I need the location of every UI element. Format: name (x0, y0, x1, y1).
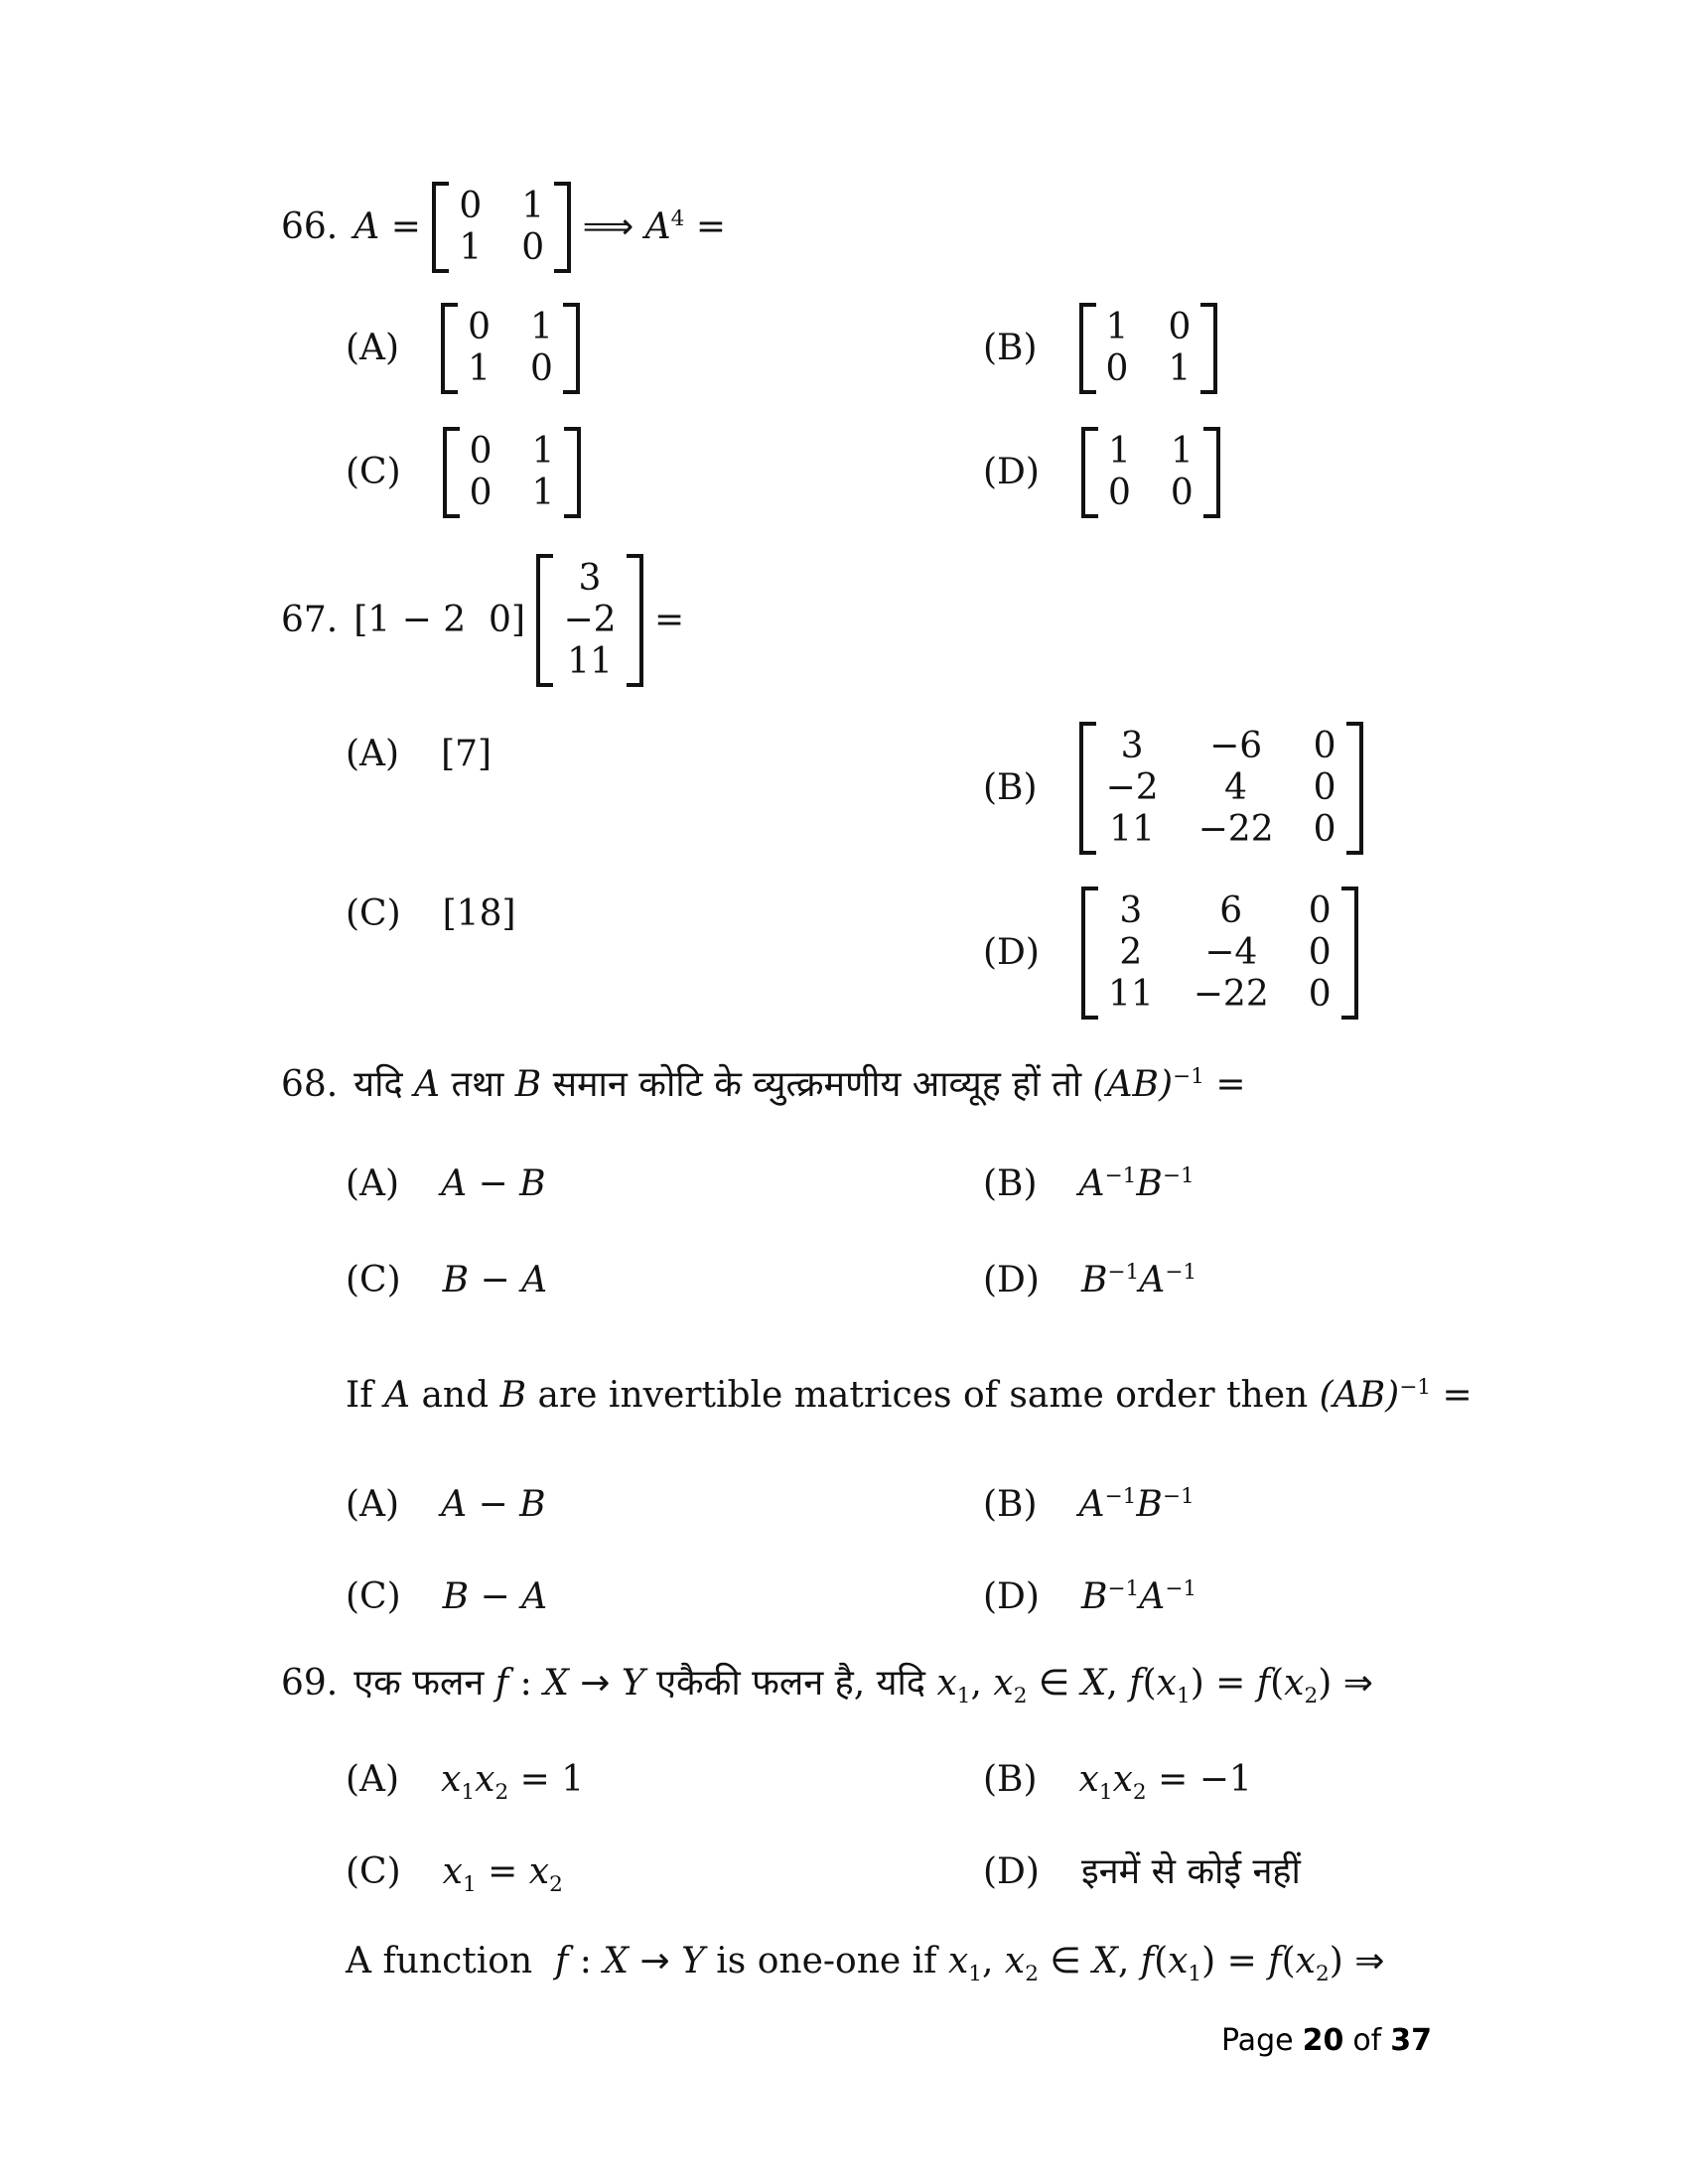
matrix-body (1098, 427, 1203, 518)
matrix-cell: 0 (1308, 932, 1332, 973)
text-run: ) (1329, 1941, 1355, 1981)
superscript: −1 (1104, 1163, 1137, 1188)
option-value (1079, 1161, 1195, 1207)
q68-option-a-english (346, 1482, 546, 1528)
matrix-cell: 1 (1168, 348, 1192, 389)
text-run: [7] (441, 734, 492, 774)
text-run: = (379, 205, 433, 247)
text-run: B (442, 1260, 470, 1300)
text-run: = (1431, 1375, 1473, 1416)
option-label: (A) (346, 734, 400, 774)
subscript: 2 (1025, 1962, 1039, 1987)
text-run: A function (346, 1941, 556, 1981)
option-value (1081, 1258, 1196, 1303)
q66-option-c (346, 427, 581, 518)
q68-option-d-hindi (983, 1258, 1196, 1303)
question-66-matrix (432, 182, 571, 273)
matrix-cell: 1 (468, 348, 491, 389)
superscript: −1 (1104, 1484, 1137, 1509)
subscript: 1 (462, 1872, 477, 1898)
text-run: A (644, 205, 671, 247)
matrix-body (449, 182, 554, 273)
option-label: (B) (983, 1163, 1038, 1204)
matrix-cell: 3 (578, 558, 602, 599)
text-run: , (982, 1941, 1005, 1981)
q68-option-a-hindi (346, 1161, 546, 1207)
q67-option-a (346, 732, 492, 777)
text-run: A (1078, 1163, 1105, 1204)
matrix-cell: 0 (469, 431, 492, 472)
question-67-number: 67. (281, 599, 339, 640)
question-66-number: 66. (281, 205, 339, 247)
option-label: (B) (983, 1484, 1038, 1525)
text-run: समान कोटि के व्युत्क्रमणीय आव्यूह हों तो (541, 1064, 1093, 1105)
matrix-cell: −22 (1193, 974, 1269, 1015)
option-matrix (443, 427, 582, 518)
text-run: B (1136, 1163, 1163, 1204)
text-run: (AB) (1092, 1064, 1174, 1105)
text-run: ∈ (1027, 1663, 1081, 1704)
option-value (1081, 1574, 1196, 1620)
matrix-cell: −4 (1204, 932, 1258, 973)
text-run: ( (1281, 1941, 1296, 1981)
text-run: ) (1318, 1663, 1343, 1704)
matrix-cell: 0 (459, 186, 483, 226)
subscript: 2 (1304, 1684, 1319, 1709)
text-run: A (384, 1375, 410, 1416)
subscript: 2 (494, 1780, 509, 1806)
footer-page-indicator (1221, 2022, 1432, 2060)
superscript: −1 (1162, 1163, 1195, 1188)
footer-page-word: Page (1220, 2023, 1294, 2058)
option-value (442, 1849, 563, 1898)
option-label: (A) (346, 1163, 400, 1204)
matrix-body (460, 427, 565, 518)
matrix-bracket-right (1200, 303, 1217, 394)
matrix-cell: 6 (1219, 890, 1243, 931)
option-matrix (1079, 303, 1218, 394)
option-value (441, 1482, 546, 1528)
text-run: x (441, 1759, 462, 1800)
footer-total-pages: 37 (1390, 2023, 1432, 2058)
matrix-bracket-right (1203, 427, 1220, 518)
question-69-stem-english (346, 1939, 1385, 1987)
question-66-stem (281, 182, 726, 273)
text-run: B (514, 1064, 542, 1105)
text-run: Y (681, 1941, 705, 1981)
option-value (441, 732, 492, 777)
text-run: एकैकी फलन है, यदि (644, 1663, 937, 1704)
matrix-cell: 2 (1119, 932, 1143, 973)
text-run: B (519, 1484, 546, 1525)
superscript: 4 (670, 205, 685, 231)
matrix-bracket-left (1081, 887, 1098, 1020)
question-68-number: 68. (281, 1064, 339, 1105)
option-value (1081, 1849, 1301, 1895)
option-label: (C) (346, 1576, 401, 1617)
matrix-cell: 1 (531, 431, 555, 472)
q68-option-d-english (983, 1574, 1196, 1620)
text-run: तथा (440, 1064, 515, 1105)
matrix-cell: 0 (1313, 767, 1336, 808)
text-run: − (467, 1484, 520, 1525)
matrix-cell: 1 (459, 227, 483, 268)
text-run: A (1139, 1260, 1166, 1300)
text-run: A (521, 1576, 548, 1617)
text-run: f (1140, 1941, 1155, 1981)
matrix-cell: 0 (521, 227, 545, 268)
text-run: A (414, 1064, 441, 1105)
text-run: A (353, 205, 380, 247)
text-run: f (494, 1663, 509, 1704)
text-run: A (521, 1260, 548, 1300)
option-label: (D) (983, 451, 1040, 492)
q67-option-c (346, 891, 516, 937)
text-run: (AB) (1319, 1375, 1400, 1416)
text-run: − (469, 1260, 522, 1300)
superscript: −1 (1399, 1375, 1432, 1400)
question-66-stem-pre (353, 205, 432, 250)
text-run: x (475, 1759, 495, 1800)
matrix-cell: 11 (1109, 809, 1155, 850)
option-value (443, 1574, 548, 1620)
q69-option-c (346, 1849, 563, 1898)
matrix-cell: 0 (1105, 348, 1129, 389)
matrix-cell: −2 (1105, 767, 1159, 808)
q66-option-d (983, 427, 1220, 518)
text-run: If (346, 1375, 384, 1416)
subscript: 2 (549, 1872, 563, 1898)
matrix-bracket-right (627, 554, 643, 687)
text-run: x (936, 1663, 957, 1704)
text-run: यदि (353, 1064, 415, 1105)
matrix-cell: 11 (567, 641, 613, 682)
text-run: ( (1154, 1941, 1169, 1981)
matrix-cell: 1 (530, 307, 553, 347)
option-label: (C) (346, 893, 401, 934)
subscript: 2 (1132, 1780, 1147, 1806)
text-run: ( (1142, 1663, 1157, 1704)
text-run: → (629, 1941, 682, 1981)
text-run: ) = (1190, 1663, 1257, 1704)
matrix-bracket-left (1081, 427, 1098, 518)
text-run: f (1256, 1663, 1271, 1704)
text-run: = (642, 599, 685, 640)
text-run: ( (1270, 1663, 1285, 1704)
matrix-bracket-right (1346, 722, 1363, 855)
text-run: , (1106, 1663, 1130, 1704)
text-run: → (568, 1663, 622, 1704)
text-run: x (993, 1663, 1014, 1704)
text-run: , (970, 1663, 994, 1704)
question-67-column-matrix (536, 554, 642, 687)
matrix-cell: 0 (1308, 974, 1332, 1015)
subscript: 1 (1098, 1780, 1113, 1806)
question-68-stem-english (346, 1373, 1473, 1419)
text-run: = 1 (508, 1759, 585, 1800)
text-run: are invertible matrices of same order then (526, 1375, 1320, 1416)
text-run: A (441, 1484, 468, 1525)
option-value (443, 1258, 548, 1303)
question-69-text-english (346, 1939, 1385, 1987)
text-run: X (1080, 1663, 1107, 1704)
matrix-body (1096, 303, 1201, 394)
question-69-stem-hindi (281, 1661, 1373, 1709)
matrix-body (1096, 722, 1346, 855)
question-67-stem (281, 554, 684, 687)
superscript: −1 (1107, 1260, 1140, 1285)
text-run: ⇒ (1354, 1941, 1385, 1981)
text-run: x (1004, 1941, 1026, 1981)
footer-page-number: 20 (1302, 2023, 1344, 2058)
q66-option-a (346, 303, 580, 394)
matrix-body (553, 554, 626, 687)
text-run: A (441, 1163, 468, 1204)
superscript: −1 (1165, 1260, 1197, 1285)
matrix-cell: 4 (1224, 767, 1248, 808)
option-label: (A) (346, 327, 400, 368)
text-run: B (499, 1375, 527, 1416)
q68-option-c-english (346, 1574, 547, 1620)
option-label: (B) (983, 1759, 1038, 1800)
question-68-stem-hindi (281, 1062, 1245, 1108)
text-run: f (1129, 1663, 1143, 1704)
question-67-stem-post (643, 598, 685, 643)
text-run: x (1156, 1663, 1177, 1704)
q69-option-b (983, 1757, 1252, 1806)
question-68-text-hindi (353, 1062, 1245, 1108)
matrix-cell: 0 (469, 473, 492, 513)
matrix-bracket-right (564, 427, 581, 518)
matrix-cell: 0 (1313, 726, 1336, 766)
subscript: 1 (968, 1962, 982, 1987)
option-matrix (441, 303, 580, 394)
matrix-cell: 0 (530, 348, 553, 389)
text-run: ⟹ (571, 205, 645, 247)
text-run: , (1117, 1941, 1141, 1981)
question-68-text-english (346, 1373, 1473, 1419)
matrix-cell: −6 (1209, 726, 1263, 766)
matrix-bracket-left (536, 554, 553, 687)
option-label: (B) (983, 766, 1038, 808)
q68-option-b-hindi (983, 1161, 1195, 1207)
text-run: x (528, 1851, 550, 1892)
text-run: A (1139, 1576, 1166, 1617)
q66-option-b (983, 303, 1217, 394)
q67-option-d (983, 887, 1358, 1020)
subscript: 2 (1013, 1684, 1028, 1709)
option-label: (D) (983, 1260, 1040, 1300)
option-value (443, 891, 516, 937)
matrix-cell: −22 (1197, 809, 1274, 850)
text-run: B (442, 1576, 470, 1617)
text-run: is one-one if (704, 1941, 948, 1981)
matrix-cell: 0 (1308, 890, 1332, 931)
text-run: Y (621, 1663, 645, 1704)
text-run: : (508, 1663, 544, 1704)
matrix-cell: 11 (1107, 974, 1154, 1015)
question-66-stem-post (571, 205, 726, 250)
text-run: X (603, 1941, 630, 1981)
matrix-bracket-left (1079, 722, 1096, 855)
matrix-cell: −2 (563, 600, 617, 640)
option-label: (C) (346, 1260, 401, 1300)
text-run: B (519, 1163, 546, 1204)
text-run: ∈ (1038, 1941, 1093, 1981)
matrix-bracket-left (432, 182, 449, 273)
matrix-cell: 0 (468, 307, 491, 347)
matrix-bracket-left (441, 303, 458, 394)
question-69-number: 69. (281, 1663, 339, 1704)
text-run: [18] (442, 893, 516, 934)
matrix-cell: 3 (1119, 890, 1143, 931)
matrix-body (458, 303, 563, 394)
subscript: 2 (1315, 1962, 1330, 1987)
text-run: एक फलन (353, 1663, 495, 1704)
matrix-cell: 1 (1107, 431, 1131, 472)
matrix-cell: 1 (1105, 307, 1129, 347)
option-value (1078, 1757, 1252, 1806)
text-run: f (555, 1941, 569, 1981)
subscript: 1 (461, 1780, 476, 1806)
superscript: −1 (1107, 1576, 1140, 1601)
superscript: −1 (1162, 1484, 1195, 1509)
text-run: x (1078, 1759, 1099, 1800)
question-69-text-hindi (353, 1661, 1373, 1709)
superscript: −1 (1173, 1064, 1204, 1089)
text-run: x (1168, 1941, 1189, 1981)
subscript: 1 (956, 1684, 971, 1709)
option-value (1079, 1482, 1195, 1528)
question-67-stem-pre (353, 598, 536, 643)
matrix-bracket-left (1079, 303, 1096, 394)
text-run: B (1080, 1576, 1108, 1617)
option-label: (B) (983, 327, 1038, 368)
q69-option-d (983, 1849, 1301, 1895)
text-run: ) = (1201, 1941, 1269, 1981)
option-value (441, 1757, 585, 1806)
text-run: B (1080, 1260, 1108, 1300)
text-run: : (568, 1941, 604, 1981)
q68-option-c-hindi (346, 1258, 547, 1303)
matrix-bracket-right (1341, 887, 1358, 1020)
text-run: = (476, 1851, 529, 1892)
text-run: f (1268, 1941, 1282, 1981)
option-matrix (1079, 722, 1363, 855)
matrix-cell: 0 (1313, 809, 1336, 850)
matrix-bracket-right (563, 303, 580, 394)
text-run: [1 − 2 0] (353, 599, 537, 640)
text-run: A (1078, 1484, 1105, 1525)
text-run: x (947, 1941, 969, 1981)
text-run: and (410, 1375, 500, 1416)
matrix-body (1098, 887, 1341, 1020)
matrix-cell: 1 (1170, 431, 1194, 472)
option-value (441, 1161, 546, 1207)
option-label: (D) (983, 931, 1040, 973)
text-run: = −1 (1146, 1759, 1252, 1800)
text-run: = (1203, 1064, 1246, 1105)
matrix-cell: 1 (521, 186, 545, 226)
superscript: −1 (1165, 1576, 1197, 1601)
matrix-cell: 3 (1120, 726, 1144, 766)
text-run: B (1136, 1484, 1163, 1525)
option-matrix (1081, 887, 1358, 1020)
text-run: − (469, 1576, 522, 1617)
footer-of-word: of (1352, 2023, 1382, 2058)
matrix-bracket-left (443, 427, 460, 518)
matrix-bracket-right (554, 182, 571, 273)
text-run: x (1284, 1663, 1305, 1704)
q68-option-b-english (983, 1482, 1195, 1528)
q67-option-b (983, 722, 1363, 855)
option-label: (C) (346, 1851, 401, 1892)
text-run: x (442, 1851, 463, 1892)
option-label: (D) (983, 1576, 1040, 1617)
q69-option-a (346, 1757, 585, 1806)
option-label: (C) (346, 451, 401, 492)
text-run: ⇒ (1342, 1663, 1373, 1704)
matrix-cell: 1 (531, 473, 555, 513)
text-run: x (1295, 1941, 1316, 1981)
option-label: (D) (983, 1851, 1040, 1892)
subscript: 1 (1188, 1962, 1202, 1987)
matrix-cell: 0 (1170, 473, 1194, 513)
subscript: 1 (1176, 1684, 1191, 1709)
text-run: = (684, 205, 726, 247)
text-run: X (1092, 1941, 1118, 1981)
text-run: इनमें से कोई नहीं (1080, 1851, 1301, 1892)
option-label: (A) (346, 1484, 400, 1525)
option-label: (A) (346, 1759, 400, 1800)
text-run: x (1112, 1759, 1133, 1800)
matrix-cell: 0 (1107, 473, 1131, 513)
option-matrix (1081, 427, 1220, 518)
text-run: X (543, 1663, 569, 1704)
text-run: − (467, 1163, 520, 1204)
matrix-cell: 0 (1168, 307, 1192, 347)
